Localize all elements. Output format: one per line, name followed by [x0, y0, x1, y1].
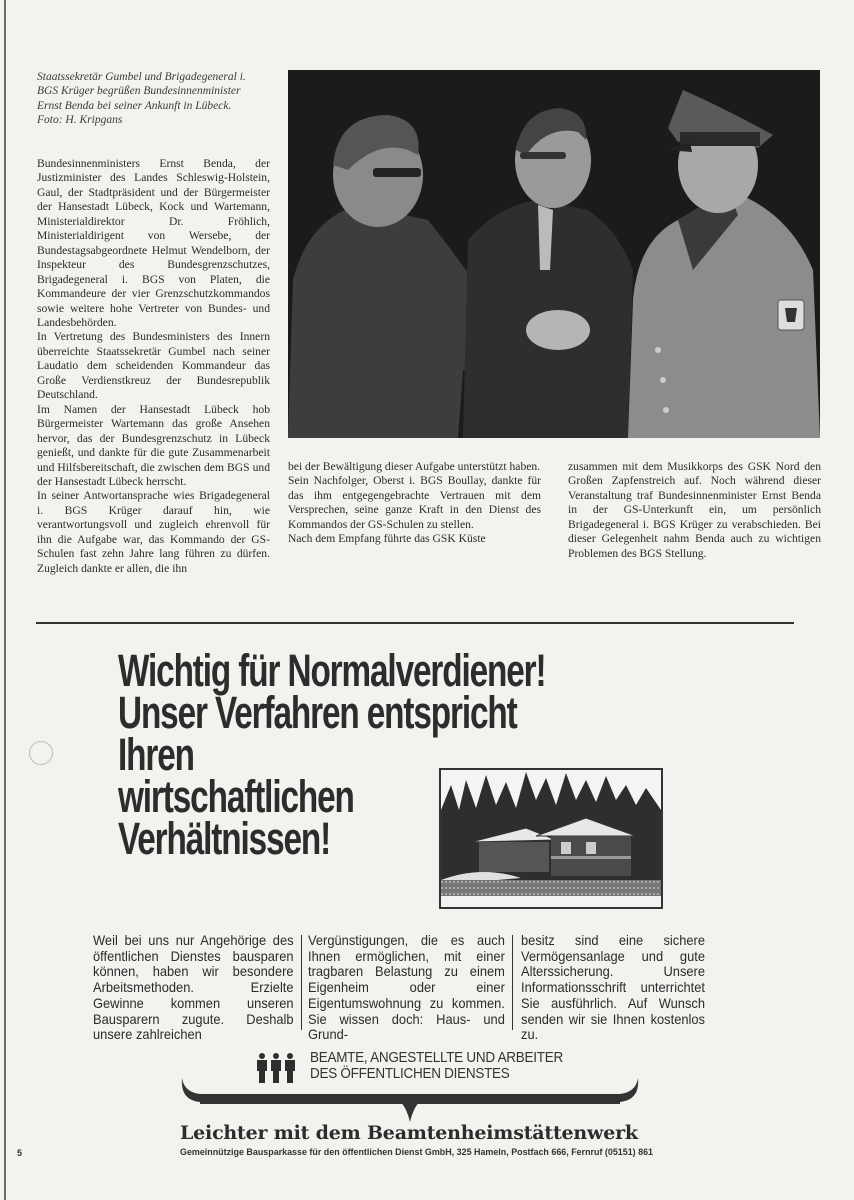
ad-body-text: Vergünstigungen, die es auch Ihnen ermöglichen, mit einer tragbaren Belastung zu einem Eigenheim oder einer Eigentumswohnung zu kommen. Sie wissen doch: Haus- und Grund- [308, 932, 505, 1043]
ad-headline-line: Unser Verfahren entspricht [118, 687, 517, 738]
article-column-2 [288, 460, 541, 547]
column-separator [301, 935, 302, 1030]
photo-caption [37, 70, 281, 127]
house-illustration [441, 770, 661, 907]
page-number: 5 [17, 1148, 23, 1158]
article-column-1 [37, 157, 270, 576]
curly-brace-ornament [180, 1078, 640, 1124]
article-column-3 [568, 460, 821, 561]
caption-line: Staatssekretär Gumbel und Brigadegeneral i. [37, 71, 246, 83]
article-paragraph: In seiner Antwortansprache wies Brigadegeneral i. BGS Krüger darauf hin, wie verantwortungsvoll und zugleich ehrenvoll für ihn die Aufgabe war, das Kommando der GS-Schulen fast zehn Jahre lang führen zu dürfen. Zugleich dankte er allen, die ihn [37, 489, 270, 575]
caption-line: Ernst Benda bei seiner Ankunft in Lübeck. [37, 99, 232, 112]
ad-slogan: Leichter mit dem Beamtenheimstättenwerk [180, 1122, 638, 1144]
target-group-line: BEAMTE, ANGESTELLTE UND ARBEITER [310, 1049, 563, 1066]
ad-body-column-2 [308, 933, 505, 1043]
scan-page-edge [4, 0, 6, 1200]
article-paragraph: zusammen mit dem Musikkorps des GSK Nord den Großen Zapfenstreich auf. Noch während dieser Veranstaltung traf Bundesinnenminister Ernst Benda in der GS-Unterkunft ein, um persönlich Brigadegeneral i. BGS Krüger zu verabschieden. Bei dieser Gelegenheit nahm Benda auch zu wichtigen Problemen des BGS Stellung. [568, 460, 821, 560]
caption-line: BGS Krüger begrüßen Bundesinnenminister [37, 85, 241, 98]
photo-credit: Foto: H. Kripgans [37, 113, 123, 126]
article-paragraph: In Vertretung des Bundesministers des Innern überreichte Staatssekretär Gumbel nach seiner Laudatio dem scheidenden Kommandeur das Große Verdienstkreuz der Bundesrepublik Deutschland. [37, 330, 270, 402]
article-paragraph: Bundesinnenministers Ernst Benda, der Justizminister des Landes Schleswig-Holstein, Gaul, der Stadtpräsident und der Bürgermeister der Hansestadt Lübeck, Kock und Wartemann, Ministerialdirektor Dr. Fröhlich, Ministerialdirigent von Wersebe, der Bundestagsabgeordnete Helmut Wendelborn, der Inspekteur des Bundesgrenzschutzes, Brigadegeneral i. BGS von Platen, die Kommandeure der vier Grenzschutzkommandos sowie weitere hohe Vertreter von Bundes- und Landesbehörden. [37, 157, 270, 329]
column-separator [512, 935, 513, 1030]
ad-headline-line: Ihren [118, 729, 194, 780]
ad-body-column-3 [521, 933, 705, 1043]
ad-body-text: Weil bei uns nur Angehörige des öffentlichen Dienstes bausparen können, haben wir besondere Arbeitsmethoden. Erzielte Gewinne kommen unseren Bausparern zugute. Deshalb unsere zahlreichen [93, 932, 294, 1043]
article-paragraph: Nach dem Empfang führte das GSK Küste [288, 532, 486, 546]
handshake-photo-illustration [288, 70, 820, 438]
news-photo [288, 70, 820, 438]
article-paragraph: Im Namen der Hansestadt Lübeck hob Bürgermeister Wartemann das große Ansehen hervor, das der Bundesgrenzschutz in Lübeck genießt, und dankte für die gute Zusammenarbeit und Hilfsbereitschaft, die zwischen dem BGS und der Hansestadt Lübeck herrscht. [37, 402, 270, 488]
article-paragraph: bei der Bewältigung dieser Aufgabe unterstützt haben. [288, 460, 541, 473]
ad-house-photo [439, 768, 663, 909]
article-paragraph: Sein Nachfolger, Oberst i. BGS Boullay, dankte für das ihm entgegengebrachte Vertrauen mit dem Versprechen, seine ganze Kraft in den Dienst des Kommandos der GS-Schulen zu stellen. [288, 474, 541, 531]
section-divider [36, 622, 794, 624]
company-address: Gemeinnützige Bausparkasse für den öffentlichen Dienst GmbH, 325 Hameln, Postfach 666, Fernruf (05151) 861 [180, 1147, 654, 1158]
target-group-line: DES ÖFFENTLICHEN DIENSTES [310, 1065, 510, 1082]
ad-body-column-1 [93, 933, 294, 1043]
ad-body-text: besitz sind eine sichere Vermögensanlage und gute Alterssicherung. Unsere Informationsschrift unterrichtet Sie ausführlich. Auf Wunsch senden wir sie Ihnen kostenlos zu. [521, 932, 705, 1043]
ad-headline-line: wirtschaftlichen [118, 771, 354, 822]
ad-headline-line: Wichtig für Normalverdiener! [118, 645, 546, 696]
ad-headline-line: Verhältnissen! [118, 813, 331, 864]
punch-hole [29, 741, 53, 765]
